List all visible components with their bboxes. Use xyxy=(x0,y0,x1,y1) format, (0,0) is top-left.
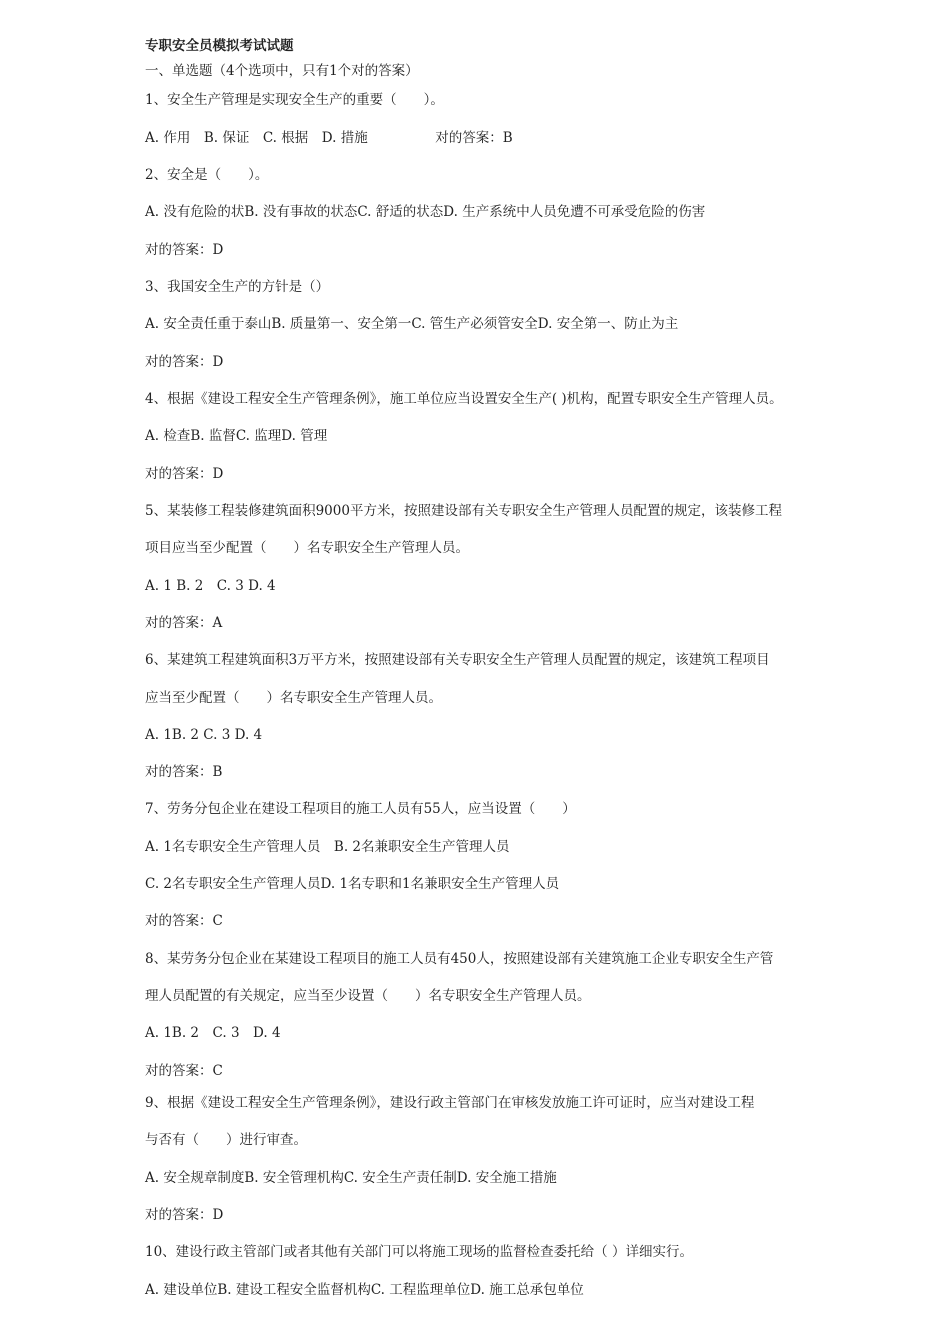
question-line: 6、某建筑工程建筑面积3万平方米，按照建设部有关专职安全生产管理人员配置的规定，该建筑工程项目 xyxy=(145,652,770,668)
question-line: 9、根据《建设工程安全生产管理条例》，建设行政主管部门在审核发放施工许可证时，应当对建设工程 xyxy=(145,1095,755,1111)
question-line: 与否有（ ）进行审查。 xyxy=(145,1132,307,1148)
answer-line: 对的答案：C xyxy=(145,913,223,929)
options-line: A. 检查B. 监督C. 监理D. 管理 xyxy=(145,428,328,444)
answer-line: 对的答案：A xyxy=(145,615,223,631)
options-line: A. 没有危险的状B. 没有事故的状态C. 舒适的状态D. 生产系统中人员免遭不可承受危险的伤害 xyxy=(145,204,706,220)
options-line: A. 1 B. 2 C. 3 D. 4 xyxy=(145,578,276,594)
answer-line: 对的答案：D xyxy=(145,354,224,370)
options-line: A. 1B. 2 C. 3 D. 4 xyxy=(145,1025,281,1041)
answer-line: 对的答案：B xyxy=(145,764,223,780)
section-heading: 一、单选题（4个选项中，只有1个对的答案） xyxy=(145,63,419,79)
question-line: 1、安全生产管理是实现安全生产的重要（ ）。 xyxy=(145,92,444,108)
answer-line: 对的答案：D xyxy=(145,242,224,258)
options-line: A. 安全责任重于泰山B. 质量第一、安全第一C. 管生产必须管安全D. 安全第一、防止为主 xyxy=(145,316,679,332)
question-line: 5、某装修工程装修建筑面积9000平方米，按照建设部有关专职安全生产管理人员配置的规定，该装修工程 xyxy=(145,503,782,519)
answer-line: 对的答案：C xyxy=(145,1063,223,1079)
question-line: 8、某劳务分包企业在某建设工程项目的施工人员有450人，按照建设部有关建筑施工企业专职安全生产管 xyxy=(145,951,774,967)
question-line: 7、劳务分包企业在建设工程项目的施工人员有55人，应当设置（ ） xyxy=(145,801,576,817)
question-line: 2、安全是（ ）。 xyxy=(145,167,269,183)
question-line: 应当至少配置（ ）名专职安全生产管理人员。 xyxy=(145,690,442,706)
options-line: C. 2名专职安全生产管理人员D. 1名专职和1名兼职安全生产管理人员 xyxy=(145,876,560,892)
options-line: A. 作用 B. 保证 C. 根据 D. 措施 对的答案：B xyxy=(145,130,513,146)
options-line: A. 1B. 2 C. 3 D. 4 xyxy=(145,727,263,743)
options-line: A. 安全规章制度B. 安全管理机构C. 安全生产责任制D. 安全施工措施 xyxy=(145,1170,557,1186)
answer-line: 对的答案：D xyxy=(145,1207,224,1223)
document-title: 专职安全员模拟考试试题 xyxy=(145,38,294,54)
question-line: 10、建设行政主管部门或者其他有关部门可以将施工现场的监督检查委托给（ ）详细实行。 xyxy=(145,1244,693,1260)
options-line: A. 1名专职安全生产管理人员 B. 2名兼职安全生产管理人员 xyxy=(145,839,510,855)
question-line: 项目应当至少配置（ ）名专职安全生产管理人员。 xyxy=(145,540,469,556)
question-line: 理人员配置的有关规定，应当至少设置（ ）名专职安全生产管理人员。 xyxy=(145,988,591,1004)
options-line: A. 建设单位B. 建设工程安全监督机构C. 工程监理单位D. 施工总承包单位 xyxy=(145,1282,584,1298)
answer-line: 对的答案：D xyxy=(145,466,224,482)
question-line: 3、我国安全生产的方针是（） xyxy=(145,279,330,295)
question-line: 4、根据《建设工程安全生产管理条例》，施工单位应当设置安全生产( )机构，配置专职安全生产管理人员。 xyxy=(145,391,783,407)
